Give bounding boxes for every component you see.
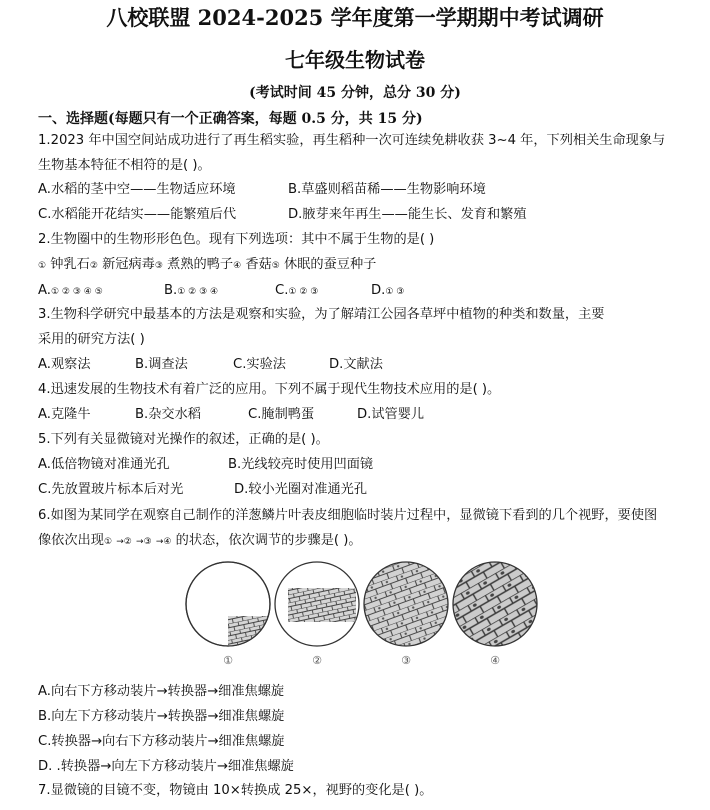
q6-stem-head: 像依次出现 <box>38 533 104 548</box>
view-1 <box>186 562 278 667</box>
option-letter: B. <box>164 283 178 298</box>
item-mark: ① <box>38 261 47 271</box>
q2-option-c <box>275 282 318 301</box>
item-text: 香菇 <box>245 257 272 272</box>
view-4 <box>453 562 537 667</box>
q5-option-d: D.较小光圈对准通光孔 <box>234 482 368 497</box>
microscope-views-figure <box>182 560 542 672</box>
q4-option-c: C.腌制鸭蛋 <box>248 407 315 422</box>
q4-option-b: B.杂交水稻 <box>135 407 201 422</box>
exam-title: 八校联盟 2024-2025 学年度第一学期期中考试调研 <box>106 5 604 30</box>
item-text: 钟乳石 <box>50 257 90 272</box>
q4-option-d: D.试管婴儿 <box>357 407 425 422</box>
q7-stem: 7.显微镜的目镜不变，物镜由 10×转换成 25×，视野的变化是( )。 <box>38 783 433 798</box>
item-mark: ③ <box>154 261 163 271</box>
exam-info: (考试时间 45 分钟，总分 30 分) <box>249 85 461 101</box>
q1-option-c: C.水稻能开花结实——能繁殖后代 <box>38 207 237 222</box>
q1-option-b: B.草盛则稻苗稀——生物影响环境 <box>288 182 486 197</box>
seq-mark: →③ <box>136 537 152 547</box>
view-circle <box>364 562 448 646</box>
q6-option-b: B.向左下方移动装片→转换器→细准焦螺旋 <box>38 709 285 724</box>
q1-stem-line2: 生物基本特征不相符的是( )。 <box>38 158 211 173</box>
q6-stem-line1: 6.如图为某同学在观察自己制作的洋葱鳞片叶表皮细胞临时装片过程中，显微镜下看到的几个视野，要使图 <box>38 508 658 523</box>
q3-stem-line2: 采用的研究方法( ) <box>38 332 145 347</box>
q3-option-d: D.文献法 <box>329 357 383 372</box>
option-marks: ① ② ③ ④ ⑤ <box>50 287 103 297</box>
q5-option-b: B.光线较亮时使用凹面镜 <box>228 457 374 472</box>
q4-stem: 4.迅速发展的生物技术有着广泛的应用。下列不属于现代生物技术应用的是( )。 <box>38 382 501 397</box>
view-label: ① <box>223 654 233 667</box>
q1-option-a: A.水稻的茎中空——生物适应环境 <box>38 182 236 197</box>
item-text: 休眠的蚕豆种子 <box>284 257 377 272</box>
q6-stem-line2 <box>38 532 362 551</box>
item-mark: ④ <box>233 261 242 271</box>
item-mark: ② <box>89 261 98 271</box>
seq-mark: ① <box>103 537 113 547</box>
q1-stem-line1: 1.2023 年中国空间站成功进行了再生稻实验，再生稻种一次可连续免耕收获 3~4 年，下列相关生命现象与 <box>38 133 666 148</box>
view-3 <box>364 562 448 667</box>
q3-option-a: A.观察法 <box>38 357 91 372</box>
q2-items <box>38 256 376 275</box>
option-letter: D. <box>371 283 386 298</box>
q2-option-a <box>38 282 103 301</box>
option-marks: ① ② ③ ④ <box>177 287 219 297</box>
option-letter: A. <box>38 283 51 298</box>
option-marks: ① ③ <box>385 287 405 297</box>
item-mark: ⑤ <box>271 261 280 271</box>
q5-option-a: A.低倍物镜对准通光孔 <box>38 457 170 472</box>
section-heading: 一、选择题(每题只有一个正确答案，每题 0.5 分，共 15 分) <box>38 111 423 127</box>
q3-option-b: B.调查法 <box>135 357 188 372</box>
view-label: ② <box>312 654 322 667</box>
item-text: 新冠病毒 <box>102 257 155 272</box>
option-marks: ① ② ③ <box>288 287 319 297</box>
q6-option-a: A.向右下方移动装片→转换器→细准焦螺旋 <box>38 684 285 699</box>
option-letter: C. <box>275 283 289 298</box>
seq-mark: →② <box>116 537 132 547</box>
q2-option-b <box>164 282 218 301</box>
item-text: 煮熟的鸭子 <box>167 257 234 272</box>
q5-stem: 5.下列有关显微镜对光操作的叙述，正确的是( )。 <box>38 432 329 447</box>
q6-option-d: D. .转换器→向左下方移动装片→细准焦螺旋 <box>38 759 294 774</box>
cell-patch <box>288 588 356 622</box>
q2-stem: 2.生物圈中的生物形形色色。现有下列选项：其中不属于生物的是( ) <box>38 232 435 247</box>
q3-option-c: C.实验法 <box>233 357 286 372</box>
view-label: ③ <box>401 654 411 667</box>
q3-stem-line1: 3.生物科学研究中最基本的方法是观察和实验，为了解靖江公园各草坪中植物的种类和数量，主要 <box>38 307 605 322</box>
view-2 <box>275 562 359 667</box>
q6-option-c: C.转换器→向右下方移动装片→细准焦螺旋 <box>38 734 285 749</box>
view-label: ④ <box>490 654 500 667</box>
q6-stem-tail: 的状态，依次调节的步骤是( )。 <box>175 533 362 548</box>
q2-option-d <box>371 282 404 301</box>
q4-option-a: A.克隆牛 <box>38 407 91 422</box>
q1-option-d: D.腋芽来年再生——能生长、发育和繁殖 <box>288 207 527 222</box>
exam-subtitle: 七年级生物试卷 <box>285 48 425 72</box>
seq-mark: →④ <box>155 537 172 547</box>
q5-option-c: C.先放置玻片标本后对光 <box>38 482 184 497</box>
view-circle <box>453 562 537 646</box>
cell-patch <box>228 616 278 656</box>
